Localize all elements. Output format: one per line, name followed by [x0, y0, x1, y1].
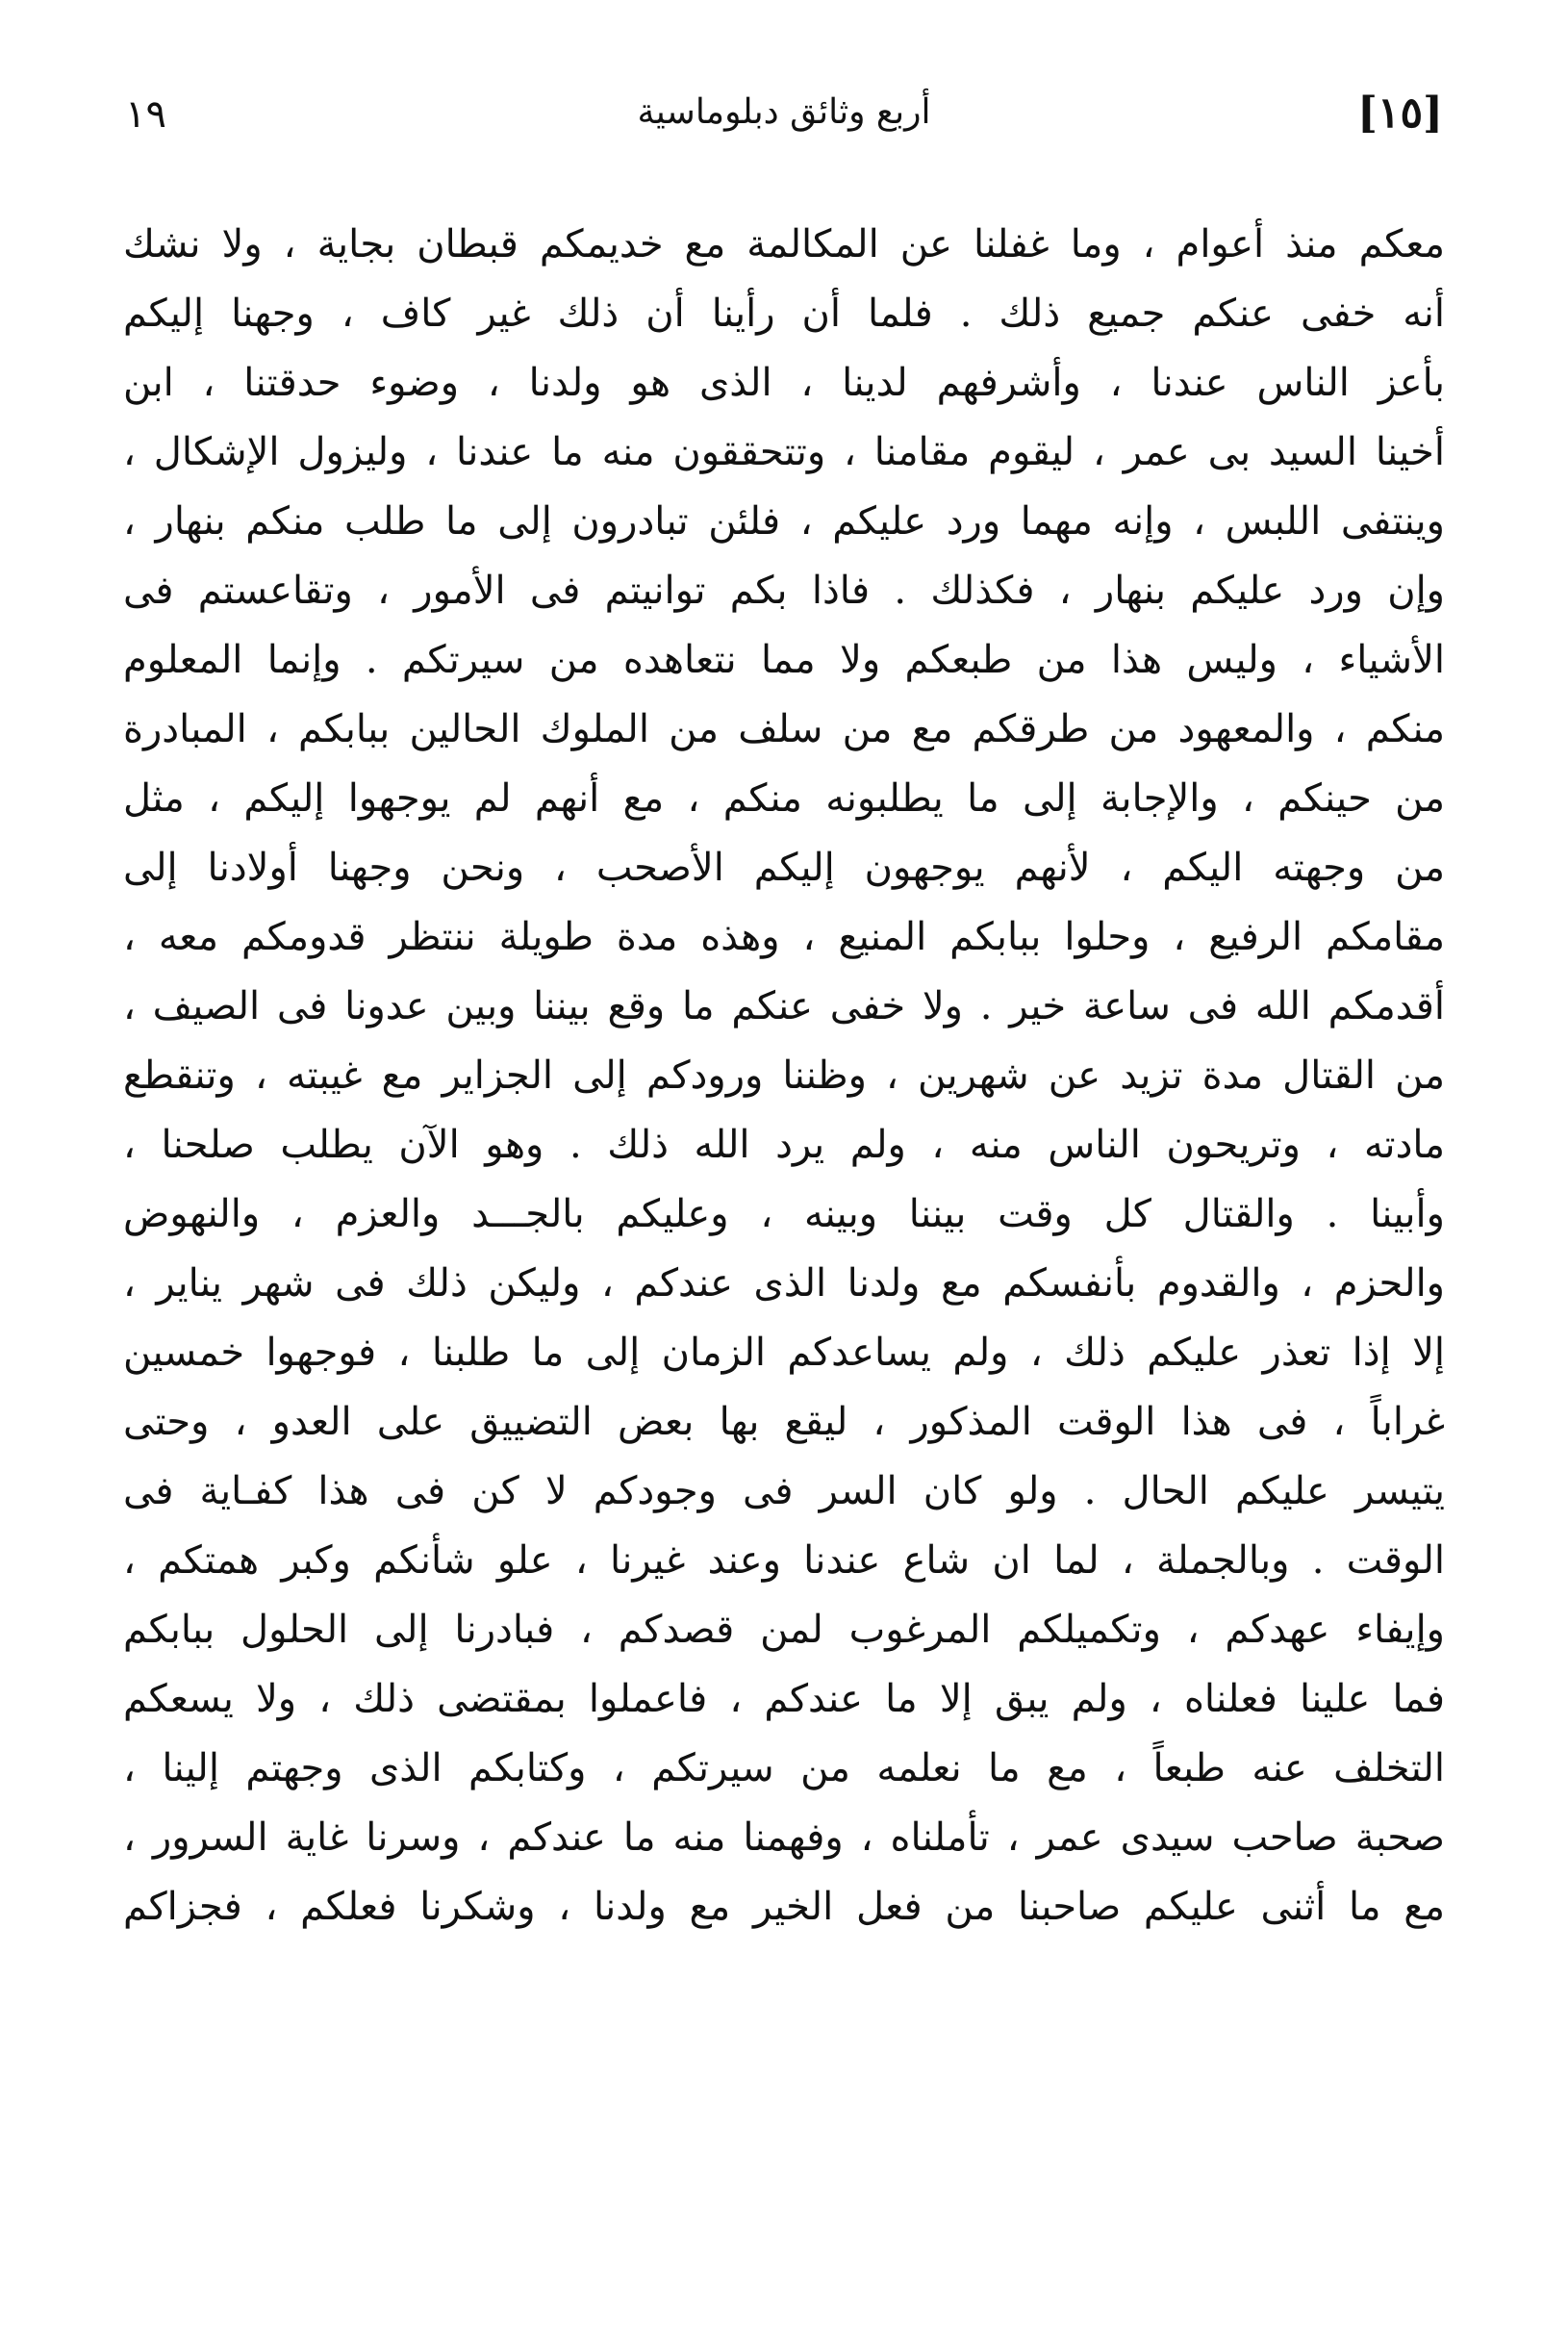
book-title: أربع وثائق دبلوماسية [637, 92, 931, 132]
text-line: إلا إذا تعذر عليكم ذلك ، ولم يساعدكم الزمان إلى ما طلبنا ، فوجهوا خمسين [123, 1331, 1445, 1375]
section-number: [١٥] [1357, 89, 1443, 138]
text-line: والحزم ، والقدوم بأنفسكم مع ولدنا الذى عندكم ، وليكن ذلك فى شهر يناير ، [123, 1261, 1445, 1306]
text-line: وإيفاء عهدكم ، وتكميلكم المرغوب لمن قصدكم ، فبادرنا إلى الحلول ببابكم [123, 1608, 1445, 1652]
running-head [125, 89, 1443, 146]
text-line: غراباً ، فى هذا الوقت المذكور ، ليقع بها بعض التضييق على العدو ، وحتى [123, 1400, 1445, 1444]
text-line: من القتال مدة تزيد عن شهرين ، وظننا ورودكم إلى الجزاير مع غيبته ، وتنقطع [123, 1053, 1445, 1098]
text-line: الوقت . وبالجملة ، لما ان شاع عندنا وعند غيرنا ، علو شأنكم وكبر همتكم ، [123, 1538, 1445, 1583]
text-line: مادته ، وتريحون الناس منه ، ولم يرد الله ذلك . وهو الآن يطلب صلحنا ، [123, 1123, 1445, 1167]
text-line: من وجهته اليكم ، لأنهم يوجهون إليكم الأصحب ، ونحن وجهنا أولادنا إلى [123, 846, 1445, 890]
text-line: منكم ، والمعهود من طرقكم مع من سلف من الملوك الحالين ببابكم ، المبادرة [123, 707, 1445, 751]
text-line: أنه خفى عنكم جميع ذلك . فلما أن رأينا أن ذلك غير كاف ، وجهنا إليكم [123, 292, 1445, 336]
text-line: مع ما أثنى عليكم صاحبنا من فعل الخير مع ولدنا ، وشكرنا فعلكم ، فجزاكم [123, 1885, 1445, 1929]
text-line: وينتفى اللبس ، وإنه مهما ورد عليكم ، فلئن تبادرون إلى ما طلب منكم بنهار ، [123, 499, 1445, 544]
text-line: من حينكم ، والإجابة إلى ما يطلبونه منكم ، مع أنهم لم يوجهوا إليكم ، مثل [123, 776, 1445, 821]
text-line: فما علينا فعلناه ، ولم يبق إلا ما عندكم ، فاعملوا بمقتضى ذلك ، ولا يسعكم [123, 1677, 1445, 1721]
text-line: يتيسر عليكم الحال . ولو كان السر فى وجودكم لا كن فى هذا كفـاية فى [123, 1469, 1445, 1513]
text-line: أخينا السيد بى عمر ، ليقوم مقامنا ، وتتحققون منه ما عندنا ، وليزول الإشكال ، [123, 430, 1445, 474]
text-line: مقامكم الرفيع ، وحلوا ببابكم المنيع ، وهذه مدة طويلة ننتظر قدومكم معه ، [123, 915, 1445, 959]
text-line: وإن ورد عليكم بنهار ، فكذلك . فاذا بكم توانيتم فى الأمور ، وتقاعستم فى [123, 569, 1445, 613]
text-line: الأشياء ، وليس هذا من طبعكم ولا مما نتعاهده من سيرتكم . وإنما المعلوم [123, 638, 1445, 682]
text-line: التخلف عنه طبعاً ، مع ما نعلمه من سيرتكم ، وكتابكم الذى وجهتم إلينا ، [123, 1746, 1445, 1790]
text-line: أقدمكم الله فى ساعة خير . ولا خفى عنكم ما وقع بيننا وبين عدونا فى الصيف ، [123, 984, 1445, 1028]
page-number: ١٩ [125, 92, 166, 137]
text-line: وأبينا . والقتال كل وقت بيننا وبينه ، وعليكم بالجـــد والعزم ، والنهوض [123, 1192, 1445, 1236]
text-line: صحبة صاحب سيدى عمر ، تأملناه ، وفهمنا منه ما عندكم ، وسرنا غاية السرور ، [123, 1815, 1445, 1860]
text-line: بأعز الناس عندنا ، وأشرفهم لدينا ، الذى هو ولدنا ، وضوء حدقتنا ، ابن [123, 361, 1445, 405]
text-line: معكم منذ أعوام ، وما غفلنا عن المكالمة مع خديمكم قبطان بجاية ، ولا نشك [123, 222, 1445, 266]
body-text [123, 210, 1445, 1941]
